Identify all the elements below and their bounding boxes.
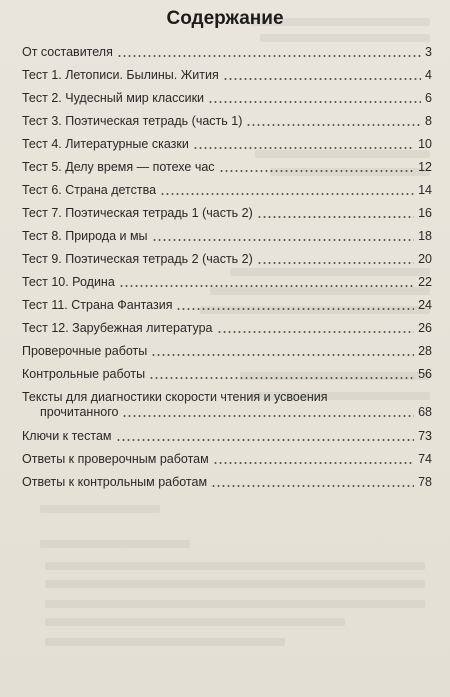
- toc-entry-page: 20: [418, 252, 432, 266]
- toc-entry-page: 6: [425, 91, 432, 105]
- dot-leader: [160, 193, 414, 195]
- toc-entry-page: 22: [418, 275, 432, 289]
- dot-leader: [213, 462, 414, 464]
- toc-entry-page: 73: [418, 429, 432, 443]
- toc-entry-page: 8: [425, 114, 432, 128]
- dot-leader: [257, 262, 414, 264]
- toc-entry: [22, 183, 432, 198]
- toc-entry-label: Ответы к проверочным работам: [22, 452, 209, 466]
- dot-leader: [151, 354, 414, 356]
- toc-entry: [22, 229, 432, 244]
- dot-leader: [208, 101, 421, 103]
- dot-leader: [223, 78, 421, 80]
- toc-entry-page: 26: [418, 321, 432, 335]
- toc-entry: [22, 114, 432, 129]
- toc-entry: [22, 137, 432, 152]
- toc-entry-label: Ключи к тестам: [22, 429, 112, 443]
- toc-entry: [22, 367, 432, 382]
- toc-entry-label: Ответы к контрольным работам: [22, 475, 208, 489]
- toc-entry-label: Тест 6. Страна детства: [22, 183, 157, 197]
- toc-entry: [22, 45, 432, 60]
- toc-entry-page: 24: [418, 298, 432, 312]
- dot-leader: [122, 415, 414, 417]
- toc-entry: [22, 298, 432, 313]
- toc-entry-page: 56: [418, 367, 432, 381]
- dot-leader: [257, 216, 414, 218]
- dot-leader: [117, 55, 421, 57]
- toc-entry-page: 14: [418, 183, 432, 197]
- dot-leader: [176, 308, 414, 310]
- toc-entry-label: Контрольные работы: [22, 367, 146, 381]
- toc-entry-label: Тест 11. Страна Фантазия: [22, 298, 173, 312]
- toc-entry-page: 28: [418, 344, 432, 358]
- dot-leader: [116, 439, 415, 441]
- toc-entry-page: 68: [418, 405, 432, 419]
- toc-entry: [22, 252, 432, 267]
- toc-entry: [22, 452, 432, 467]
- toc-entry-label: Тест 9. Поэтическая тетрадь 2 (часть 2): [22, 252, 253, 266]
- toc-entry-label: Тест 3. Поэтическая тетрадь (часть 1): [22, 114, 243, 128]
- dot-leader: [217, 331, 415, 333]
- toc-entry-label: От составителя: [22, 45, 113, 59]
- toc-entry-label: Тест 5. Делу время — потехе час: [22, 160, 215, 174]
- toc-entry-label: Тест 1. Летописи. Былины. Жития: [22, 68, 219, 82]
- toc-entry: [22, 475, 432, 490]
- toc-entry: [22, 344, 432, 359]
- dot-leader: [152, 239, 415, 241]
- toc-entry-label: Тест 8. Природа и мы: [22, 229, 148, 243]
- toc-entry-page: 12: [418, 160, 432, 174]
- toc-entry: [22, 321, 432, 336]
- dot-leader: [246, 124, 421, 126]
- toc-entry-label: Тест 7. Поэтическая тетрадь 1 (часть 2): [22, 206, 253, 220]
- toc-entry: [22, 160, 432, 175]
- dot-leader: [119, 285, 414, 287]
- page-title: Содержание: [166, 8, 284, 29]
- toc-entry-page: 4: [425, 68, 432, 82]
- toc-entry-label: Тест 2. Чудесный мир классики: [22, 91, 205, 105]
- toc-entry-page: 16: [418, 206, 432, 220]
- toc-entry-label-continuation: прочитанного: [40, 405, 119, 419]
- toc-entry-page: 78: [418, 475, 432, 489]
- toc-entry: [22, 390, 432, 420]
- dot-leader: [219, 170, 415, 172]
- toc-entry-page: 10: [418, 137, 432, 151]
- toc-entry: [22, 91, 432, 106]
- toc-entry-label: Тест 12. Зарубежная литература: [22, 321, 213, 335]
- toc-entry-label: Тест 10. Родина: [22, 275, 115, 289]
- dot-leader: [193, 147, 414, 149]
- toc-entry-page: 3: [425, 45, 432, 59]
- toc-entry-page: 18: [418, 229, 432, 243]
- toc-entry-label: Проверочные работы: [22, 344, 148, 358]
- toc-entry-label: Тексты для диагностики скорости чтения и усвоения: [22, 390, 328, 404]
- dot-leader: [211, 485, 414, 487]
- toc-entry-page: 74: [418, 452, 432, 466]
- toc-entry: [22, 206, 432, 221]
- toc-entry: [22, 68, 432, 83]
- toc-entry-label: Тест 4. Литературные сказки: [22, 137, 189, 151]
- toc-entry: [22, 429, 432, 444]
- dot-leader: [149, 377, 414, 379]
- toc-entry: [22, 275, 432, 290]
